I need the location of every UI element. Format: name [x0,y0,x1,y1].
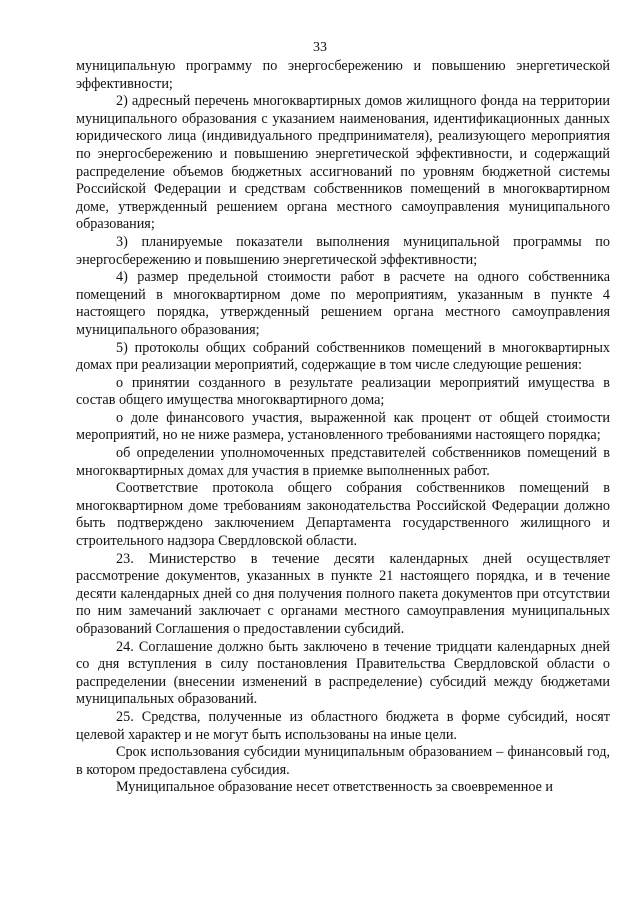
paragraph: о доле финансового участия, выраженной как процент от общей стоимости мероприятий, но не ниже размера, установленного требованиями настоящего порядка; [76,409,610,444]
paragraph: о принятии созданного в результате реализации мероприятий имущества в состав общего имущества многоквартирного дома; [76,374,610,409]
paragraph: Соответствие протокола общего собрания собственников помещений в многоквартирном доме требованиям законодательства Российской Федерации должно быть подтверждено заключением Департамента государственного жилищного и строительного надзора Свердловской области. [76,480,610,550]
body-text [76,58,610,797]
page-number: 33 [313,40,327,55]
paragraph: 5) протоколы общих собраний собственников помещений в многоквартирных домах при реализации мероприятий, содержащие в том числе следующие решения: [76,339,610,374]
paragraph: муниципальную программу по энергосбережению и повышению энергетической эффективности; [76,58,610,92]
paragraph: 23. Министерство в течение десяти календарных дней осуществляет рассмотрение документов, указанных в пункте 21 настоящего порядка, и в течение десяти календарных дней со дня получения полного пакета документов при отсутствии по ним замечаний заключает с органами местного самоуправления муниципальных образований Соглашения о предоставлении субсидий. [76,550,610,637]
paragraph: 4) размер предельной стоимости работ в расчете на одного собственника помещений в многоквартирном доме по мероприятиям, указанным в пункте 4 настоящего порядка, утвержденный решением органа местного самоуправления муниципального образования; [76,269,610,338]
paragraph: Муниципальное образование несет ответственность за своевременное и [116,779,554,796]
paragraph: 25. Средства, полученные из областного бюджета в форме субсидий, носят целевой характер и не могут быть использованы на иные цели. [76,708,610,743]
paragraph: 24. Соглашение должно быть заключено в течение тридцати календарных дней со дня вступления в силу постановления Правительства Свердловской области о распределении (внесении изменений в распределение) субсидий между бюджетами муниципальных образований. [76,638,610,708]
paragraph: 3) планируемые показатели выполнения муниципальной программы по энергосбережению и повышению энергетической эффективности; [76,233,610,268]
paragraph: Срок использования субсидии муниципальным образованием – финансовый год, в котором предоставлена субсидия. [76,744,610,778]
paragraph: об определении уполномоченных представителей собственников помещений в многоквартирных домах для участия в приемке выполненных работ. [76,445,610,479]
paragraph: 2) адресный перечень многоквартирных домов жилищного фонда на территории муниципального образования с указанием наименования, идентификационных данных юридического лица (индивидуального предпринимателя), реализующего мероприятия по энергосбережению и повышению энергетической эффективности, и содержащий распределение объемов бюджетных ассигнований по уровням бюджетной системы Российской Федерации и средствам собственников помещений в многоквартирном доме, утвержденный решением органа местного самоуправления муниципального образования; [76,93,610,233]
